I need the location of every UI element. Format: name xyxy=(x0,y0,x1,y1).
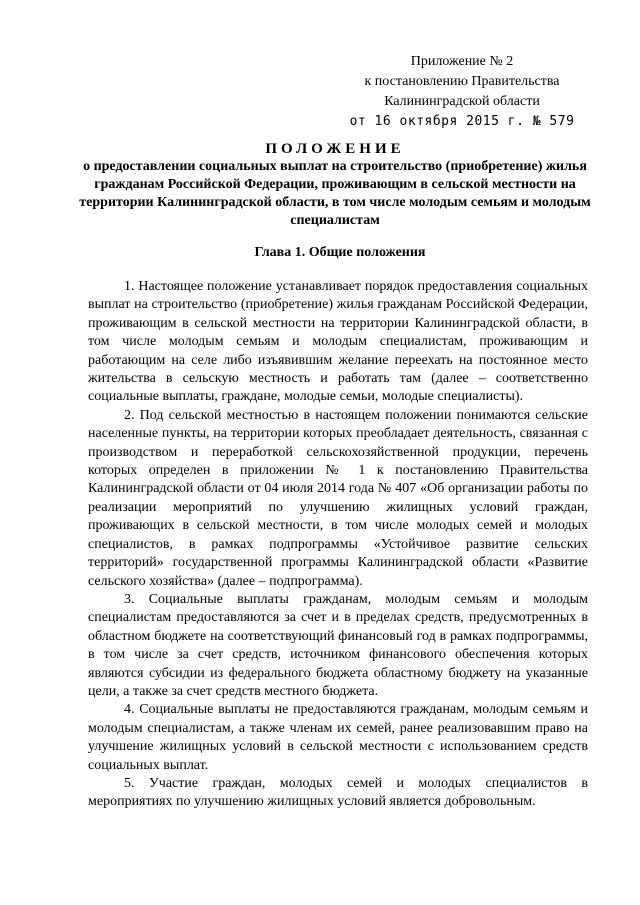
document-subtitle: о предоставлении социальных выплат на строительство (приобретение) жилья гражданам Российской Федерации, проживающим в сельской местности на территории Калининградской области, в том числе молодым семьям и молодым специалистам xyxy=(79,159,591,228)
document-body xyxy=(88,278,588,812)
paragraph-5: 5. Участие граждан, молодых семей и молодых специалистов в мероприятиях по улучшению жилищных условий является добровольным. xyxy=(88,775,588,810)
paragraph-3: 3. Социальные выплаты гражданам, молодым семьям и молодым специалистам предоставляются за счет и в пределах средств, предусмотренных в областном бюджете на соответствующий финансовый год в рамках подпрограммы, в том числе за счет средств, источником финансового обеспечения которых являются субсидии из федерального бюджета областному бюджету на указанные цели, а также за счет средств местного бюджета. xyxy=(88,591,588,699)
title-block xyxy=(70,140,600,230)
annex-region: Калининградской области xyxy=(384,94,540,109)
annex-reference: к постановлению Правительства xyxy=(364,74,560,89)
paragraph-2: 2. Под сельской местностью в настоящем положении понимаются сельские населенные пункты, на территории которых преобладает деятельность, связанная с производством и переработкой сельскохозяйственной продукции, перечень которых определен в приложении № 1 к постановлению Правительства Калининградской области от 04 июля 2014 года № 407 «Об организации работы по реализации мероприятий по улучшению жилищных условий граждан, проживающих в сельской местности, в том числе молодых семей и молодых специалистов, в рамках подпрограммы «Устойчивое развитие сельских территорий» государственной программы Калининградской области «Развитие сельского хозяйства» (далее – подпрограмма). xyxy=(88,407,588,589)
paragraph-4: 4. Социальные выплаты не предоставляются гражданам, молодым семьям и молодым специалистам, а также членам их семей, ранее реализовавшим право на улучшение жилищных условий в сельской местности с использованием средств социальных выплат. xyxy=(88,702,588,773)
document-title: ПОЛОЖЕНИЕ xyxy=(265,141,405,157)
paragraph-1: 1. Настоящее положение устанавливает порядок предоставления социальных выплат на строительство (приобретение) жилья гражданам Российской Федерации, проживающим в сельской местности на территории Калининградской области, в том числе молодым семьям и молодым специалистам, проживающим и работающим на селе либо изъявившим желание переехать на постоянное место жительства в сельскую местность и работать там (далее – соответственно социальные выплаты, граждане, молодые семьи, молодые специалисты). xyxy=(88,279,588,405)
annex-date: от 16 октября 2015 г. № 579 xyxy=(349,114,575,129)
annex-number: Приложение № 2 xyxy=(410,54,514,69)
chapter-heading: Глава 1. Общие положения xyxy=(254,245,426,260)
annex-header xyxy=(342,52,582,132)
